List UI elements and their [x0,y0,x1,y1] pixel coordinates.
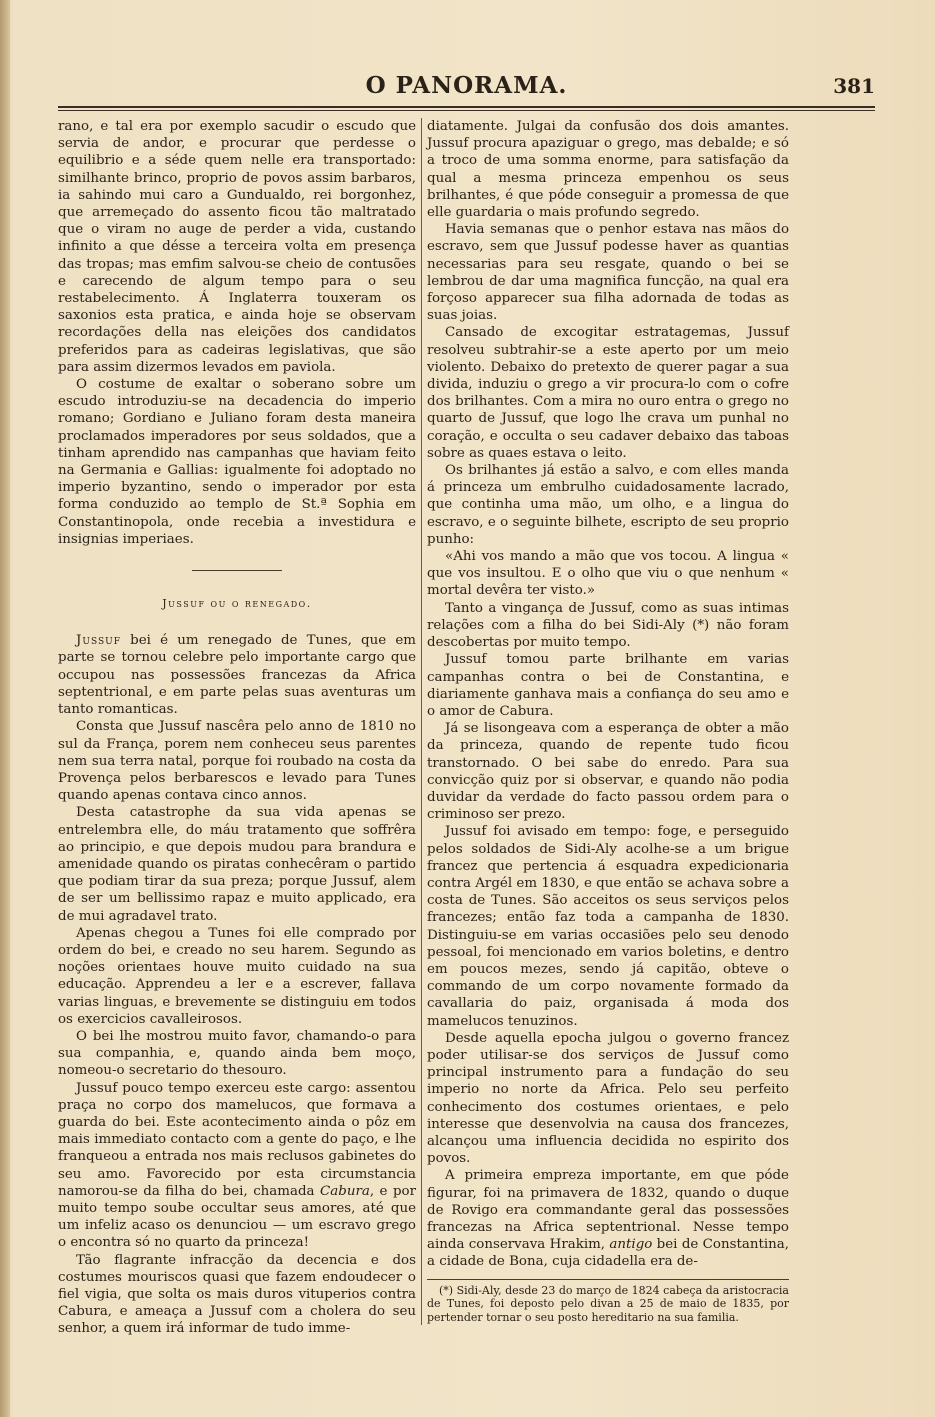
paragraph-text: A primeira empreza importante, em que póde figurar, foi na primavera de 1832, quando o duque de Rovigo era commandante geral das possessões francezas na Africa septentrional. Nesse tempo ainda conservava Hrakim, [427,1168,789,1253]
footnote: (*) Sidi-Aly, desde 23 do março de 1824 cabeça da aristocracia de Tunes, foi deposto pelo divan a 25 de maio de 1835, por pertender tornar o seu posto hereditario na sua familia. [427,1283,789,1324]
paragraph-text: bei é um renegado de Tunes, que em parte se tornou celebre pelo importante cargo que occupou nas possessões francezas da Africa septentrional, e em parte pelas suas aventuras um tanto romanticas. [58,633,416,718]
page-number: 381 [833,74,875,98]
paragraph-text: Jussuf pouco tempo exerceu este cargo: assentou praça no corpo dos mamelucos, que formava a guarda do bei. Este acontecimento ainda o pôz em mais immediato contacto com a gente do paço, e lhe franqueou a entrada nos mais reclusos gabinetes do seu amo. Favorecido por esta circumstancia namorou-se da filha do bei, chamada [58,1080,416,1199]
paragraph: Os brilhantes já estão a salvo, e com elles manda á princeza um embrulho cuidadosamente lacrado, que continha uma mão, um olho, e a lingua do escravo, e o seguinte bilhete, escripto de seu proprio punho: [427,463,789,547]
footnote-rule [427,1279,789,1280]
paragraph: Jussuf foi avisado em tempo: foge, e perseguido pelos soldados de Sidi-Aly acolhe-se a um brigue francez que pertencia á esquadra expedicionaria contra Argél em 1830, e que então se achava sobre a costa de Tunes. São acceitos os seus serviços pelos francezes; então faz toda a campanha de 1830. Distinguiu-se em varias occasiões pelo seu denodo pessoal, foi mencionado em varios boletins, e dentro em poucos mezes, sendo já capitão, obteve o commando de um corpo novamente formado da cavallaria do paiz, organisada á moda dos mamelucos tenuzinos. [427,824,789,1029]
paragraph: Cansado de excogitar estratagemas, Jussuf resolveu subtrahir-se a este aperto por um meio violento. Debaixo do pretexto de querer pagar a sua divida, induziu o grego a vir procura-lo com o cofre dos brilhantes. Com a mira no ouro entra o grego no quarto de Jussuf, que logo lhe crava um punhal no coração, e occulta o seu cadaver debaixo das taboas sobre as quaes estava o leito. [427,325,789,461]
right-column [427,118,789,1324]
paragraph [58,1080,416,1252]
section-separator [192,570,282,571]
left-column [58,118,416,1338]
page-header [58,66,875,106]
paragraph: Apenas chegou a Tunes foi elle comprado por ordem do bei, e creado no seu harem. Segundo as noções orientaes houve muito cuidado na sua educação. Apprendeu a ler e a escrever, fallava varias linguas, e brevemente se distinguiu em todos os exercicios cavalleirosos. [58,925,416,1027]
italic-word: antigo [609,1237,653,1253]
paragraph: Desde aquella epocha julgou o governo francez poder utilisar-se dos serviços de Jussuf como principal instrumento para a fundação do seu imperio no norte da Africa. Pelo seu perfeito conhecimento dos costumes orientaes, e pelo interesse que desenvolvia na causa dos francezes, alcançou uma influencia decidida no espirito dos povos. [427,1030,789,1167]
quoted-note: «Ahi vos mando a mão que vos tocou. A lingua « que vos insultou. E o olho que viu o que nenhum « mortal devêra ter visto.» [427,549,789,599]
paragraph: Havia semanas que o penhor estava nas mãos do escravo, sem que Jussuf podesse haver as quantias necessarias para seu resgate, quando o bei se lembrou de dar uma magnifica funcção, na qual era forçoso apparecer sua filha adornada de todas as suas joias. [427,222,789,324]
paragraph [58,632,416,718]
paragraph-text: bei de Constantina, a cidade de Bona, cuja cidadella era de- [427,1237,789,1270]
paragraph: rano, e tal era por exemplo sacudir o escudo que servia de andor, e procurar que perdesse o equilibrio e a séde quem nelle era transportado: similhante brinco, proprio de povos assim barbaros, ia sahindo mui caro a Gundualdo, rei borgonhez, que arremeçado do assento ficou tão maltratado que o viram no auge de perder a vida, custando infinito a que désse a terceira volta em presença das tropas; mas emfim salvou-se cheio de contusões e carecendo de algum tempo para o seu restabelecimento. Á Inglaterra touxeram os saxonios esta pratica, e ainda hoje se observam recordações della nas eleições dos candidatos preferidos para as cadeiras legislativas, que são para assim dizermos levados em paviola. [58,119,416,375]
paragraph: Tanto a vingança de Jussuf, como as suas intimas relações com a filha do bei Sidi-Aly (*) não foram descobertas por muito tempo. [427,600,789,651]
header-rule [58,106,875,108]
paragraph: O bei lhe mostrou muito favor, chamando-o para sua companhia, e, quando ainda bem moço, nomeou-o secretario do thesouro. [58,1028,416,1079]
paragraph-text: , e por muito tempo soube occultar seus amores, até que um infeliz acaso os denunciou — um escravo grego o encontra só no quarto da princeza! [58,1183,416,1251]
journal-title: O PANORAMA. [365,72,568,99]
paragraph: Desta catastrophe da sua vida apenas se entrelembra elle, do máu tratamento que soffrêra ao principio, e que depois mudou para brandura e amenidade quando os piratas conhecêram o partido que podiam tirar da sua preza; porque Jussuf, alem de ser um bellissimo rapaz e muito applicado, era de mui agradavel trato. [58,805,416,924]
paragraph: Já se lisongeava com a esperança de obter a mão da princeza, quando de repente tudo ficou transtornado. O bei sabe do enredo. Para sua convicção quiz por si observar, e quando não podia duvidar da verdade do facto passou ordem para o criminoso ser prezo. [427,721,789,823]
lead-word: Jussuf [76,633,121,649]
paragraph: diatamente. Julgai da confusão dos dois amantes. Jussuf procura apaziguar o grego, mas debalde; e só a troco de uma somma enorme, para satisfação da qual a mesma princeza empenhou os seus brilhantes, é que póde conseguir a promessa de que elle guardaria o mais profundo segredo. [427,119,789,221]
book-spine-shadow [0,0,10,1417]
italic-name: Cabura [320,1183,370,1199]
paragraph: Jussuf tomou parte brilhante em varias campanhas contra o bei de Constantina, e diariamente ganhava mais a confiança do seu amo e o amor de Cabura. [427,652,789,719]
paragraph [427,1167,789,1270]
paragraph: O costume de exaltar o soberano sobre um escudo introduziu-se na decadencia do imperio romano; Gordiano e Juliano foram desta maneira proclamados imperadores por seus soldados, que a tinham aprendido nas campanhas que haviam feito na Germania e Gallias: igualmente foi adoptado no imperio byzantino, sendo o imperador por esta forma conduzido ao templo de St.ª Sophia em Constantinopola, onde recebia a investidura e insignias imperiaes. [58,377,416,547]
header-rule-thin [58,110,875,111]
article-title: Jussuf ou o renegado. [162,597,312,611]
paragraph: Consta que Jussuf nascêra pelo anno de 1810 no sul da França, porem nem conheceu seus parentes nem sua terra natal, porque foi roubado na costa da Provença pelos berbarescos e levado para Tunes quando apenas contava cinco annos. [58,719,416,804]
column-divider [421,118,422,1325]
paragraph: Tão flagrante infracção da decencia e dos costumes mouriscos quasi que fazem endoudecer o fiel vigia, que solta os mais duros vituperios contra Cabura, e ameaça a Jussuf com a cholera do seu senhor, a quem irá informar de tudo imme- [58,1252,416,1337]
